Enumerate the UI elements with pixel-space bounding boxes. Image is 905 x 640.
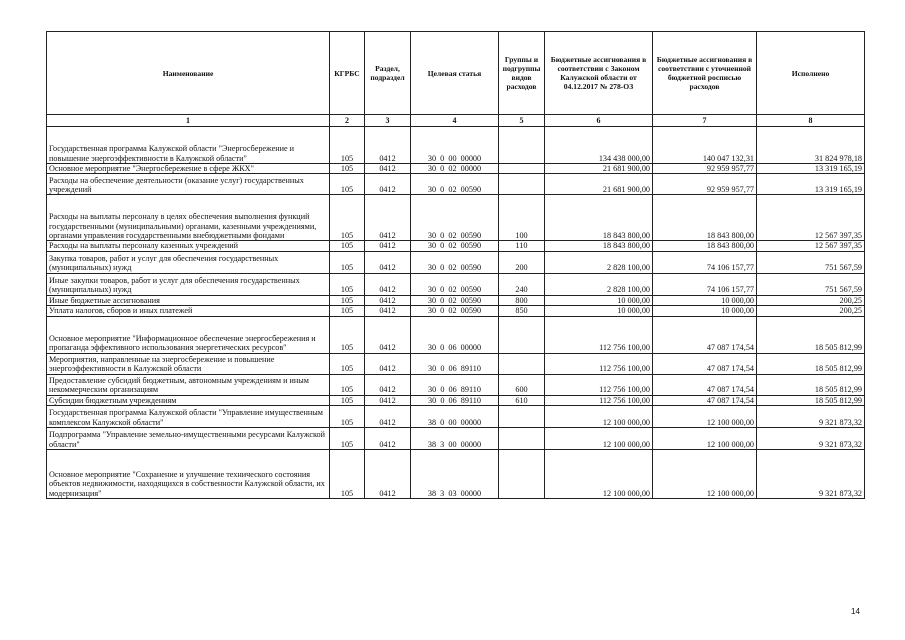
row-razdel-cell: 0412 xyxy=(365,127,411,164)
row-utoch-cell: 92 959 957,77 xyxy=(653,164,757,174)
row-vid-cell xyxy=(499,127,545,164)
row-zakon-cell: 18 843 800,00 xyxy=(545,241,653,251)
row-utoch-cell: 18 843 800,00 xyxy=(653,241,757,251)
row-razdel-cell: 0412 xyxy=(365,273,411,295)
row-tselevaya-cell: 30 0 02 00590 xyxy=(411,273,499,295)
header-razdel: Раздел, подраздел xyxy=(365,32,411,115)
header-tselevaya: Целевая статья xyxy=(411,32,499,115)
budget-document xyxy=(46,31,864,499)
row-ispoln-cell: 12 567 397,35 xyxy=(757,195,865,241)
row-razdel-cell: 0412 xyxy=(365,306,411,316)
row-ispoln-cell: 18 505 812,99 xyxy=(757,374,865,395)
row-ispoln-cell: 13 319 165,19 xyxy=(757,164,865,174)
row-kgrbs-cell: 105 xyxy=(330,374,365,395)
row-tselevaya-cell: 30 0 00 00000 xyxy=(411,127,499,164)
row-zakon-cell: 12 100 000,00 xyxy=(545,450,653,499)
header-name: Наименование xyxy=(47,32,330,115)
row-kgrbs-cell: 105 xyxy=(330,241,365,251)
row-utoch-cell: 140 047 132,31 xyxy=(653,127,757,164)
row-razdel-cell: 0412 xyxy=(365,316,411,353)
row-vid-cell xyxy=(499,353,545,374)
row-name-cell: Иные закупки товаров, работ и услуг для обеспечения государственных (муниципальных) нужд xyxy=(47,273,330,295)
row-kgrbs-cell: 105 xyxy=(330,428,365,450)
row-ispoln-cell: 12 567 397,35 xyxy=(757,241,865,251)
row-razdel-cell: 0412 xyxy=(365,174,411,195)
row-zakon-cell: 12 100 000,00 xyxy=(545,406,653,428)
row-kgrbs-cell: 105 xyxy=(330,164,365,174)
col-number: 6 xyxy=(545,115,653,127)
row-utoch-cell: 12 100 000,00 xyxy=(653,428,757,450)
row-ispoln-cell: 200,25 xyxy=(757,306,865,316)
row-vid-cell: 850 xyxy=(499,306,545,316)
row-kgrbs-cell: 105 xyxy=(330,251,365,273)
table-row xyxy=(47,127,865,164)
row-razdel-cell: 0412 xyxy=(365,353,411,374)
row-name-cell: Основное мероприятие "Информационное обеспечение энергосбережения и пропаганда эффективного использования энергетических ресурсов" xyxy=(47,316,330,353)
row-name-cell: Подпрограмма "Управление земельно-имущественными ресурсами Калужской области" xyxy=(47,428,330,450)
row-name-cell: Субсидии бюджетным учреждениям xyxy=(47,395,330,405)
table-row xyxy=(47,428,865,450)
row-ispoln-cell: 9 321 873,32 xyxy=(757,450,865,499)
row-name-cell: Государственная программа Калужской области "Управление имущественным комплексом Калужской области" xyxy=(47,406,330,428)
col-number: 3 xyxy=(365,115,411,127)
row-name-cell: Основное мероприятие "Энергосбережение в сфере ЖКХ" xyxy=(47,164,330,174)
row-zakon-cell: 112 756 100,00 xyxy=(545,316,653,353)
row-utoch-cell: 74 106 157,77 xyxy=(653,273,757,295)
row-zakon-cell: 10 000,00 xyxy=(545,306,653,316)
row-razdel-cell: 0412 xyxy=(365,251,411,273)
row-vid-cell: 100 xyxy=(499,195,545,241)
row-zakon-cell: 112 756 100,00 xyxy=(545,374,653,395)
table-row xyxy=(47,353,865,374)
row-tselevaya-cell: 30 0 02 00590 xyxy=(411,306,499,316)
row-tselevaya-cell: 38 3 00 00000 xyxy=(411,428,499,450)
header-utoch: Бюджетные ассигнования в соответствии с уточненной бюджетной росписью расходов xyxy=(653,32,757,115)
header-zakon: Бюджетные ассигнования в соответствии с Законом Калужской области от 04.12.2017 № 278-ОЗ xyxy=(545,32,653,115)
row-vid-cell: 240 xyxy=(499,273,545,295)
row-vid-cell: 200 xyxy=(499,251,545,273)
row-razdel-cell: 0412 xyxy=(365,450,411,499)
row-name-cell: Основное мероприятие "Сохранение и улучшение технического состояния объектов недвижимости, находящихся в собственности Калужской области, их модернизация" xyxy=(47,450,330,499)
row-utoch-cell: 47 087 174,54 xyxy=(653,395,757,405)
row-zakon-cell: 10 000,00 xyxy=(545,295,653,305)
row-tselevaya-cell: 30 0 02 00000 xyxy=(411,164,499,174)
table-row xyxy=(47,295,865,305)
row-kgrbs-cell: 105 xyxy=(330,395,365,405)
row-ispoln-cell: 18 505 812,99 xyxy=(757,316,865,353)
row-ispoln-cell: 751 567,59 xyxy=(757,251,865,273)
table-body xyxy=(47,127,865,499)
row-utoch-cell: 12 100 000,00 xyxy=(653,450,757,499)
row-name-cell: Расходы на выплаты персоналу казенных учреждений xyxy=(47,241,330,251)
row-utoch-cell: 47 087 174,54 xyxy=(653,374,757,395)
table-row xyxy=(47,395,865,405)
column-number-row xyxy=(47,115,865,127)
table-row xyxy=(47,251,865,273)
row-vid-cell: 110 xyxy=(499,241,545,251)
row-name-cell: Иные бюджетные ассигнования xyxy=(47,295,330,305)
row-vid-cell xyxy=(499,406,545,428)
row-tselevaya-cell: 30 0 06 89110 xyxy=(411,395,499,405)
row-zakon-cell: 12 100 000,00 xyxy=(545,428,653,450)
col-number: 1 xyxy=(47,115,330,127)
row-utoch-cell: 47 087 174,54 xyxy=(653,316,757,353)
table-row xyxy=(47,374,865,395)
col-number: 4 xyxy=(411,115,499,127)
table-row xyxy=(47,273,865,295)
row-utoch-cell: 47 087 174,54 xyxy=(653,353,757,374)
row-razdel-cell: 0412 xyxy=(365,395,411,405)
row-vid-cell xyxy=(499,450,545,499)
header-row xyxy=(47,32,865,115)
row-zakon-cell: 21 681 900,00 xyxy=(545,164,653,174)
row-zakon-cell: 21 681 900,00 xyxy=(545,174,653,195)
row-tselevaya-cell: 30 0 06 00000 xyxy=(411,316,499,353)
row-utoch-cell: 10 000,00 xyxy=(653,295,757,305)
row-vid-cell xyxy=(499,164,545,174)
row-razdel-cell: 0412 xyxy=(365,374,411,395)
row-kgrbs-cell: 105 xyxy=(330,127,365,164)
row-tselevaya-cell: 30 0 02 00590 xyxy=(411,195,499,241)
row-kgrbs-cell: 105 xyxy=(330,295,365,305)
table-row xyxy=(47,406,865,428)
row-tselevaya-cell: 30 0 06 89110 xyxy=(411,374,499,395)
row-ispoln-cell: 18 505 812,99 xyxy=(757,395,865,405)
row-razdel-cell: 0412 xyxy=(365,241,411,251)
row-zakon-cell: 18 843 800,00 xyxy=(545,195,653,241)
col-number: 7 xyxy=(653,115,757,127)
page-number: 14 xyxy=(851,607,860,616)
row-utoch-cell: 74 106 157,77 xyxy=(653,251,757,273)
row-tselevaya-cell: 30 0 02 00590 xyxy=(411,241,499,251)
row-zakon-cell: 134 438 000,00 xyxy=(545,127,653,164)
row-name-cell: Уплата налогов, сборов и иных платежей xyxy=(47,306,330,316)
row-name-cell: Предоставление субсидий бюджетным, автономным учреждениям и иным некоммерческим организациям xyxy=(47,374,330,395)
table-row xyxy=(47,306,865,316)
table-row xyxy=(47,174,865,195)
row-tselevaya-cell: 38 0 00 00000 xyxy=(411,406,499,428)
row-razdel-cell: 0412 xyxy=(365,195,411,241)
header-ispoln: Исполнено xyxy=(757,32,865,115)
table-row xyxy=(47,450,865,499)
row-vid-cell xyxy=(499,174,545,195)
row-zakon-cell: 112 756 100,00 xyxy=(545,353,653,374)
col-number: 8 xyxy=(757,115,865,127)
row-vid-cell: 600 xyxy=(499,374,545,395)
row-tselevaya-cell: 38 3 03 00000 xyxy=(411,450,499,499)
row-razdel-cell: 0412 xyxy=(365,295,411,305)
row-razdel-cell: 0412 xyxy=(365,406,411,428)
row-zakon-cell: 2 828 100,00 xyxy=(545,273,653,295)
header-vid: Группы и подгруппы видов расходов xyxy=(499,32,545,115)
row-name-cell: Расходы на обеспечение деятельности (оказание услуг) государственных учреждений xyxy=(47,174,330,195)
row-utoch-cell: 18 843 800,00 xyxy=(653,195,757,241)
row-name-cell: Мероприятия, направленные на энергосбережение и повышение энергоэффективности в Калужской области xyxy=(47,353,330,374)
row-vid-cell: 610 xyxy=(499,395,545,405)
row-kgrbs-cell: 105 xyxy=(330,353,365,374)
row-vid-cell xyxy=(499,428,545,450)
row-tselevaya-cell: 30 0 02 00590 xyxy=(411,174,499,195)
row-kgrbs-cell: 105 xyxy=(330,306,365,316)
row-kgrbs-cell: 105 xyxy=(330,195,365,241)
row-ispoln-cell: 13 319 165,19 xyxy=(757,174,865,195)
col-number: 5 xyxy=(499,115,545,127)
row-name-cell: Закупка товаров, работ и услуг для обеспечения государственных (муниципальных) нужд xyxy=(47,251,330,273)
row-ispoln-cell: 9 321 873,32 xyxy=(757,428,865,450)
row-kgrbs-cell: 105 xyxy=(330,273,365,295)
row-kgrbs-cell: 105 xyxy=(330,406,365,428)
table-row xyxy=(47,195,865,241)
row-ispoln-cell: 9 321 873,32 xyxy=(757,406,865,428)
table-row xyxy=(47,316,865,353)
row-razdel-cell: 0412 xyxy=(365,164,411,174)
row-ispoln-cell: 18 505 812,99 xyxy=(757,353,865,374)
header-kgrbs: КГРБС xyxy=(330,32,365,115)
row-razdel-cell: 0412 xyxy=(365,428,411,450)
table-row xyxy=(47,164,865,174)
row-zakon-cell: 112 756 100,00 xyxy=(545,395,653,405)
row-name-cell: Государственная программа Калужской области "Энергосбережение и повышение энергоэффективности в Калужской области" xyxy=(47,127,330,164)
row-zakon-cell: 2 828 100,00 xyxy=(545,251,653,273)
row-ispoln-cell: 751 567,59 xyxy=(757,273,865,295)
row-tselevaya-cell: 30 0 02 00590 xyxy=(411,295,499,305)
row-kgrbs-cell: 105 xyxy=(330,316,365,353)
row-kgrbs-cell: 105 xyxy=(330,174,365,195)
row-vid-cell xyxy=(499,316,545,353)
row-ispoln-cell: 200,25 xyxy=(757,295,865,305)
col-number: 2 xyxy=(330,115,365,127)
row-utoch-cell: 92 959 957,77 xyxy=(653,174,757,195)
table-row xyxy=(47,241,865,251)
row-ispoln-cell: 31 824 978,18 xyxy=(757,127,865,164)
row-vid-cell: 800 xyxy=(499,295,545,305)
row-tselevaya-cell: 30 0 06 89110 xyxy=(411,353,499,374)
row-tselevaya-cell: 30 0 02 00590 xyxy=(411,251,499,273)
budget-table xyxy=(46,31,865,499)
row-name-cell: Расходы на выплаты персоналу в целях обеспечения выполнения функций государственными (муниципальными) органами, казенными учреждениями, органами управления государственными внебюджетными фондами xyxy=(47,195,330,241)
row-kgrbs-cell: 105 xyxy=(330,450,365,499)
row-utoch-cell: 12 100 000,00 xyxy=(653,406,757,428)
row-utoch-cell: 10 000,00 xyxy=(653,306,757,316)
